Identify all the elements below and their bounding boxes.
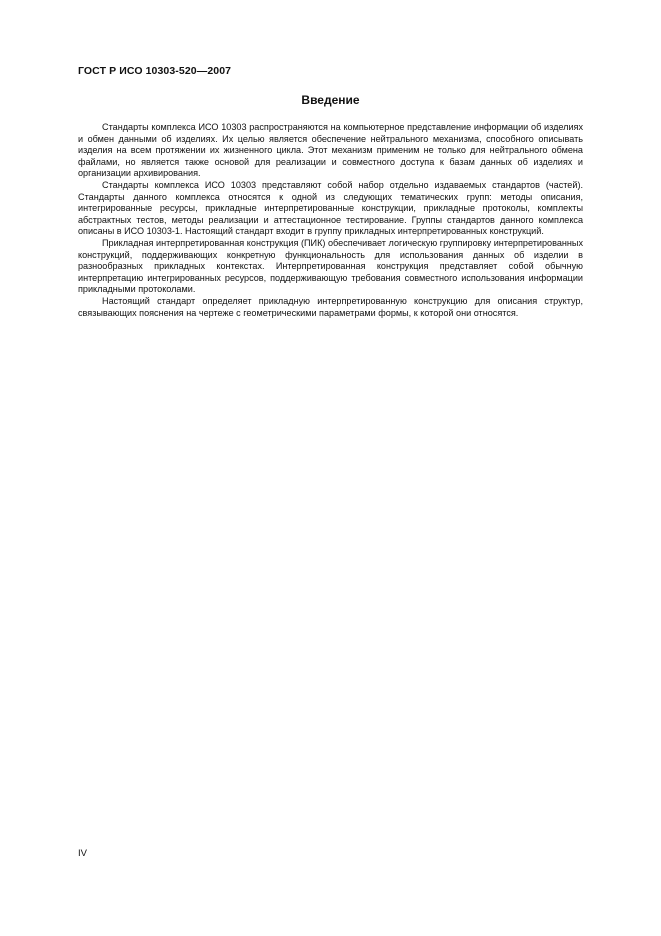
document-header: ГОСТ Р ИСО 10303-520—2007 [78, 65, 232, 77]
section-title: Введение [301, 93, 360, 107]
paragraph-4: Настоящий стандарт определяет прикладную интерпретированную конструкцию для описания структур, связывающих пояснения на чертеже с геометрическими параметрами формы, к которой они относятся. [78, 295, 583, 318]
page-number: IV [78, 848, 87, 859]
paragraph-1: Стандарты комплекса ИСО 10303 распространяются на компьютерное представление информации об изделиях и обмен данными об изделиях. Их целью является обеспечение нейтрального механизма, способного описывать изделия на всем протяжении их жизненного цикла. Этот механизм применим не только для нейтрального обмена файлами, но является также основой для реализации и совместного доступа к базам данных об изделиях и организации архивирования. [78, 122, 583, 179]
paragraph-3: Прикладная интерпретированная конструкция (ПИК) обеспечивает логическую группировку интерпретированных конструкций, поддерживающих конкретную функциональность для использования данных об изделии в разнообразных прикладных контекстах. Интерпретированная конструкция представляет собой обычную интерпретацию интегрированных ресурсов, поддерживающую требования совместного использования информации прикладными протоколами. [78, 237, 583, 295]
section-body [78, 122, 583, 319]
paragraph-2: Стандарты комплекса ИСО 10303 представляют собой набор отдельно издаваемых стандартов (частей). Стандарты данного комплекса относятся к одной из следующих тематических групп: методы описания, интегрированные ресурсы, прикладные интерпретированные конструкции, прикладные протоколы, комплекты абстрактных тестов, методы реализации и аттестационное тестирование. Группы стандартов данного комплекса описаны в ИСО 10303-1. Настоящий стандарт входит в группу прикладных интерпретированных конструкций. [78, 179, 583, 237]
